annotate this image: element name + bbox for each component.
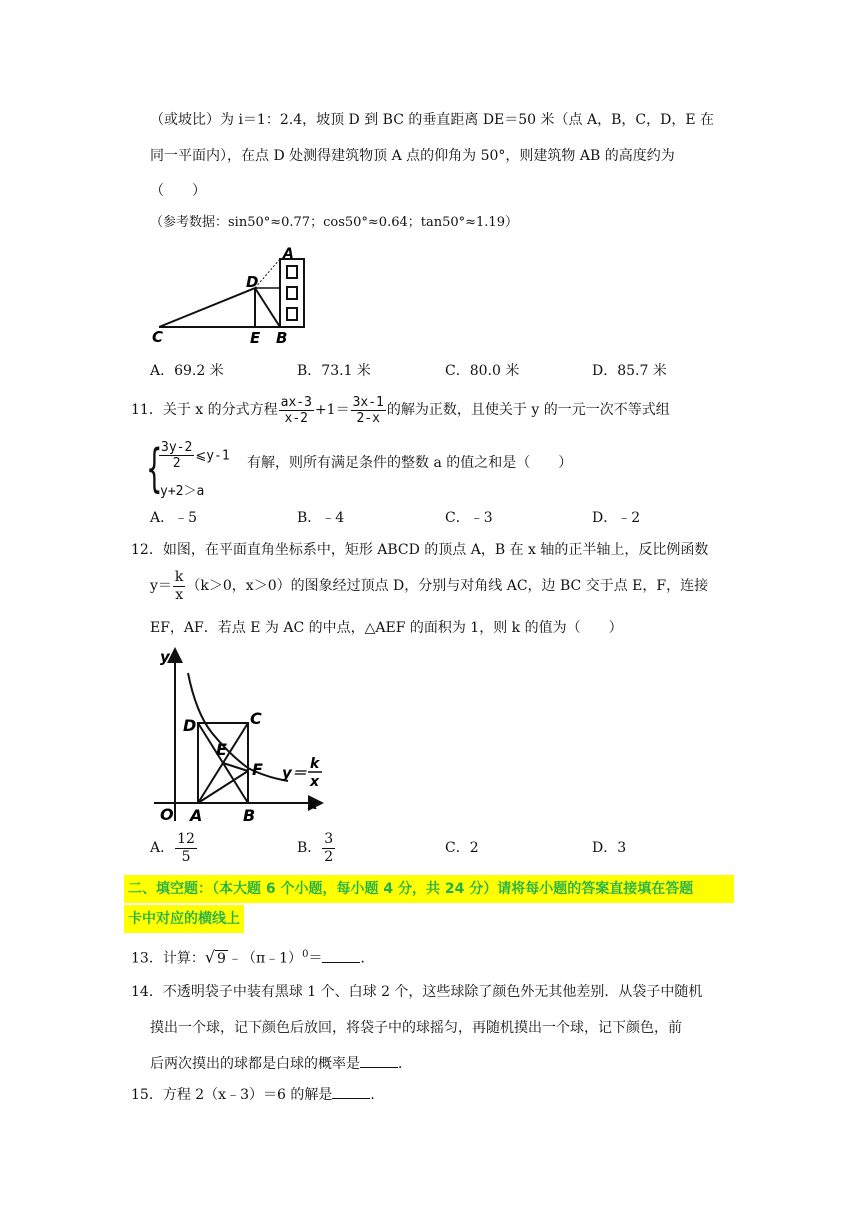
q13-rest: ﹣（π﹣1） [227,950,303,967]
q12-choice-a [150,828,198,868]
label-A: A [283,246,294,262]
label-y: y [160,648,170,666]
q14-text-line3 [150,1053,412,1074]
q11-inequality-2: y+2＞a [160,484,205,499]
q11-plus-one: +1＝ [314,402,350,418]
label-E: E [250,329,261,347]
q12-choice-a-num: 12 [177,830,195,847]
q10-choice-b: B．73.1 米 [297,363,371,379]
q15-end: ． [370,1087,385,1103]
q13-answer-blank [322,948,360,963]
label-A: A [190,806,203,823]
q13-exponent: 0 [302,949,309,960]
label-C: C [250,709,262,728]
label-x-den: x [310,774,320,790]
label-x: x [308,795,318,813]
q13-end: ． [360,950,375,967]
q14-end: ． [398,1056,412,1072]
q11-fraction-2 [351,395,386,426]
q12-choice-b [297,828,336,868]
q12-x: x [175,586,184,603]
q12-choice-a-den: 5 [181,848,191,865]
q13-radicand: 9 [217,950,226,967]
q12-choice-a-fraction [175,831,197,866]
label-E: E [216,740,227,759]
q11-frac2-denominator: 2-x [356,410,380,426]
q11-ineq1-numerator: 3y-2 [161,440,193,455]
q15-text [131,1084,384,1105]
q13-prefix: 13．计算： [131,950,205,967]
q11-ineq1-denominator: 2 [172,456,181,471]
q10-choice-a: A．69.2 米 [150,363,224,379]
q11-choice-d: D．﹣2 [592,510,641,526]
q12-choice-a-label: A． [150,840,175,856]
q10-slope-figure [150,245,320,350]
q12-text-line2 [150,566,708,606]
q12-line2-rest: （k＞0，x＞0）的图象经过顶点 D，分别与对角线 AC，边 BC 交于点 E，F，连接 [186,578,709,594]
q11-frac2-numerator: 3x-1 [352,394,384,410]
label-k: k [310,756,320,772]
q11-inequality-1 [158,440,230,471]
q11-ineq1-rest: ⩽y-1 [195,448,230,464]
sqrt-icon: √ [204,947,216,967]
q12-choice-d: D．3 [592,840,627,856]
q14-answer-blank [360,1053,398,1068]
q11-suffix: 的解为正数，且使关于 y 的一元一次不等式组 [386,402,670,418]
brace-icon: { [146,439,163,499]
q12-choice-b-label: B． [297,840,322,856]
q11-fraction-1 [279,395,314,426]
q12-choice-b-den: 2 [324,848,334,865]
q12-text-line3: EF，AF．若点 E 为 AC 的中点，△AEF 的面积为 1，则 k 的值为（ ） [150,620,623,636]
section2-heading-line1: 二、填空题：（本大题 6 个小题，每小题 4 分，共 24 分）请将每小题的答案直接填在答题 [124,875,734,903]
q12-choice-b-num: 3 [324,830,334,847]
q11-choice-c: C．﹣3 [445,510,493,526]
q11-tail: 有解，则所有满足条件的整数 a 的值之和是（ ） [247,455,573,471]
q10-reference-data: （参考数据：sin50°≈0.77；cos50°≈0.64；tan50°≈1.19） [150,215,518,230]
q10-choice-c: C．80.0 米 [445,363,520,379]
q12-k-over-x [173,569,185,604]
q10-choice-d: D．85.7 米 [592,363,667,379]
label-B: B [243,806,256,823]
q13-text [131,945,374,969]
q11-choice-b: B．﹣4 [297,510,345,526]
q11-ineq1-fraction [159,440,194,471]
q10-text-line1: （或坡比）为 i＝1：2.4，坡顶 D 到 BC 的垂直距离 DE＝50 米（点 A，B，C，D，E 在 [150,112,714,128]
q15-answer-blank [332,1084,370,1099]
q14-text-line2: 摸出一个球，记下颜色后放回，将袋子中的球摇匀，再随机摸出一个球，记下颜色，前 [150,1020,682,1036]
q11-stem [131,390,670,430]
q12-choice-b-fraction [322,831,335,866]
q11-frac1-denominator: x-2 [284,410,309,426]
label-D: D [183,716,197,735]
q12-choice-c: C．2 [445,840,479,856]
label-F: F [252,760,263,779]
q11-frac1-numerator: ax-3 [280,394,312,410]
label-C: C [152,328,164,346]
q12-coordinate-figure [150,643,340,823]
q13-equals: ＝ [308,950,323,967]
q10-text-line2: 同一平面内），在点 D 处测得建筑物顶 A 点的仰角为 50°，则建筑物 AB 的高度约为 [150,148,675,164]
q11-prefix: 11．关于 x 的分式方程 [131,402,278,418]
label-O: O [160,805,174,823]
label-function: y＝ [282,764,307,782]
q15-text-pre: 15．方程 2（x﹣3）＝6 的解是 [131,1087,333,1103]
section2-heading-line2: 卡中对应的横线上 [124,905,244,933]
q14-text-line1: 14．不透明袋子中装有黑球 1 个、白球 2 个，这些球除了颜色外无其他差别．从袋子中随机 [131,984,703,1000]
q14-line3-text: 后两次摸出的球都是白球的概率是 [150,1056,360,1072]
q12-y-equals: y＝ [150,578,172,594]
label-D: D [246,273,259,291]
label-B: B [276,329,288,347]
q10-answer-paren: （ ） [150,183,206,199]
q11-inequality-system [146,440,251,500]
q11-choice-a: A．﹣5 [150,510,198,526]
q12-k: k [174,568,184,585]
q12-text-line1: 12．如图，在平面直角坐标系中，矩形 ABCD 的顶点 A，B 在 x 轴的正半轴上，反比例函数 [131,542,709,558]
